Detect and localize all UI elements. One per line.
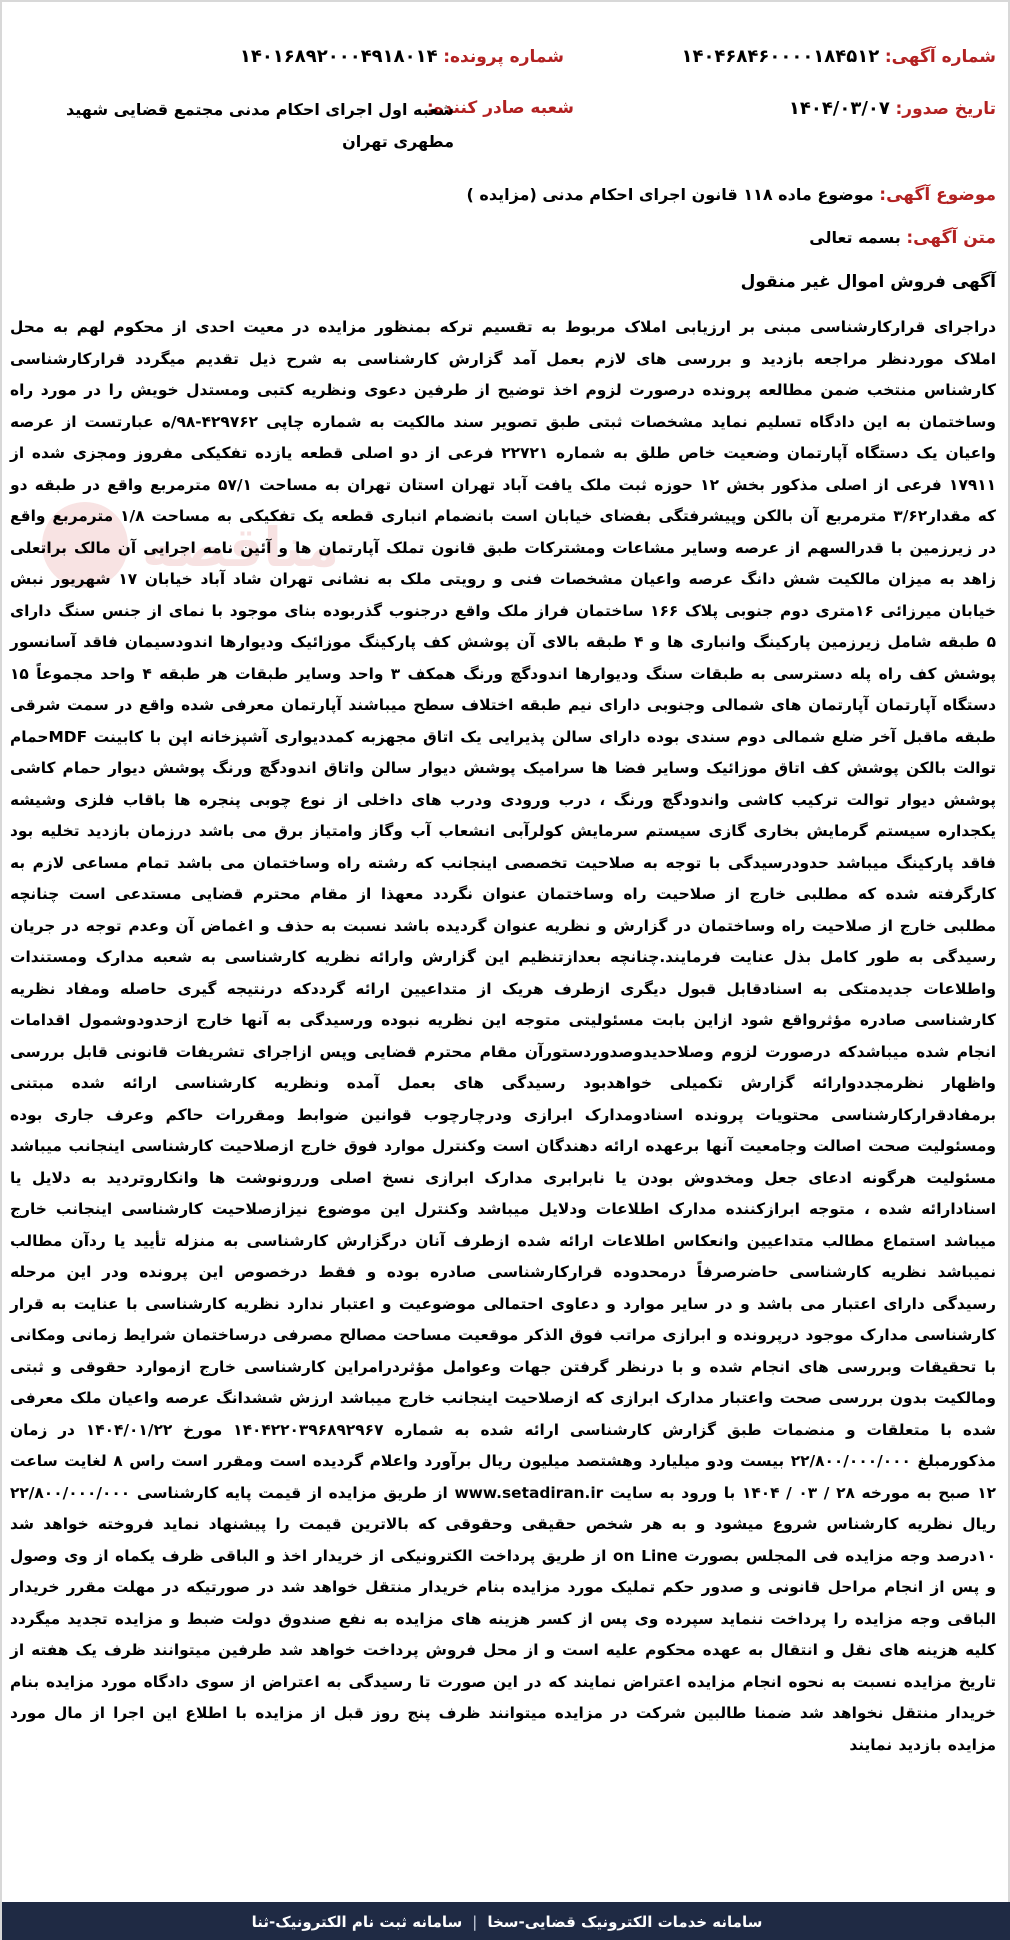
- case-number-label: شماره پرونده:: [443, 47, 564, 67]
- notice-number-label: شماره آگهی:: [884, 47, 996, 67]
- footer-link-sakha[interactable]: سامانه خدمات الکترونیک قضایی-سخا: [487, 1913, 763, 1931]
- notice-text-row: [809, 228, 996, 248]
- issuer-label: شعبه صادر کننده:: [426, 98, 574, 118]
- subject-label: موضوع آگهی:: [879, 185, 996, 205]
- notice-body-title: آگهی فروش اموال غیر منقول: [740, 272, 996, 292]
- case-number-row: [240, 46, 564, 67]
- issuer-value: شعبه اول اجرای احکام مدنی مجتمع قضایی شهید مطهری تهران: [66, 100, 454, 151]
- notice-number-value: ۱۴۰۴۶۸۴۶۰۰۰۰۱۸۴۵۱۲: [681, 46, 880, 67]
- issue-date-row: [789, 98, 996, 119]
- notice-body-text: دراجرای قرارکارشناسی مبنی بر ارزیابی املاک مربوط به تقسیم ترکه بمنظور مزایده در معیت احدی از محکوم لهم به محل املاک مورد‌نظر مراجعه بازدید و بررسی های لازم بعمل آمد گزارش کارشناسی به شرح ذیل تقدیم میگردد قرارکارشناسی کارشناس منتخب ضمن مطالعه پرونده درصورت لزوم اخذ توضیح از طرفین دعوی ونظریه کتبی ومستدل خویش را در مورد راه وساختمان به این دادگاه تسلیم نماید مشخصات ثبتی طبق تصویر سند مالکیت به شماره چاپی ۴۲۹۷۶۲-۹۸/ه عبارتست از عرصه واعیان یک دستگاه آپارتمان وضعیت خاص طلق به شماره ۲۲۷۲۱ فرعی از دو اصلی قطعه یازده تفکیکی مفروز ومجزی شده از ۱۷۹۱۱ فرعی از اصلی مذکور بخش ۱۲ حوزه ثبت ملک یافت آباد تهران استان تهران به مساحت ۵۷/۱ مترمربع واقع در طبقه دو که مقدار۳/۶۲ مترمربع آن بالکن وپیشرفتگی بفضای خیابان است بانضمام انباری قطعه یک تفکیکی به مساحت ۱/۸ مترمربع واقع در زیرزمین با قدرالسهم از عرصه وسایر مشاعات ومشترکات طبق قانون تملک آپارتمان ها و آئین نامه اجرایی آن مالک براتعلی زاهد به میزان مالکیت شش دانگ عرصه واعیان مشخصات فنی و رویتی ملک به نشانی تهران شاد آباد خیابان ۱۷ شهریور نبش خیابان میرزائی ۱۶متری دوم جنوبی پلاک ۱۶۶ ساختمان فراز ملک واقع درجنوب گذربوده بنای موجود با نمای از جنس سنگ دارای ۵ طبقه شامل زیرزمین پارکینگ وانباری ها و ۴ طبقه بالای آن پوشش کف پارکینگ موزائیک ودیوارها اندودسیمان فاقد آسانسور پوشش کف راه پله دسترسی به طبقات سنگ ودیوارها اندودگچ ورنگ همکف ۳ واحد وسایر طبقات هر طبقه ۴ واحد مجموعاً ۱۵ دستگاه آپارتمان آپارتمان های شمالی وجنوبی دارای نیم طبقه اختلاف سطح میباشند آپارتمان معرفی شده واقع در سمت شرقی طبقه ماقبل آخر ضلع شمالی دوم سندی بوده دارای سالن پذیرایی یک اتاق مجهزبه کمددیواری آشپزخانه اپن با کابینت MDFحمام توالت بالکن پوشش کف اتاق موزائیک وسایر فضا ها سرامیک پوشش دیوار سالن واتاق اندودگچ ورنگ پوشش دیوار حمام کاشی پوشش دیوار توالت ترکیب کاشی واندودگچ ورنگ ، درب ورودی ودرب های داخلی از نوع چوبی پنجره ها باقاب فلزی وشیشه یکجداره سیستم گرمایش بخاری گازی سیستم سرمایش کولرآبی انشعاب آب وگاز وامتیاز برق می باشد درزمان بازدید تخلیه بود فاقد پارکینگ میباشد حدودرسیدگی با توجه به صلاحیت تخصصی اینجانب که رشته راه وساختمان می باشد تمام مساعی لازم به کارگرفته شده که مطلبی خارج از صلاحیت راه وساختمان عنوان نگردد معهذا از مقام محترم قضایی مستدعی است چنانچه مطلبی خارج از صلاحیت راه وساختمان در گزارش و نظریه عنوان گردیده باشد نسبت به حذف و اغماض آن وعدم توجه در جریان رسیدگی به طور کامل بذل عنایت فرمایند.چنانچه بعدازتنظیم این گزارش وارائه نظریه کارشناسی به شعبه مدارک ومستندات واطلاعات جدیدمتکی به اسنادقابل قبول دیگری ازطرف هریک از متداعیین ارائه گرددکه درنتیجه گیری حاصله ومفاد نظریه کارشناسی صادره مؤثرواقع شود ازاین بابت مسئولیتی متوجه این نظریه نبوده ورسیدگی به آنها خارج ازحدودوشمول اقدامات انجام شده میباشدکه درصورت لزوم وصلاحدیدوصدوردستورآن مقام محترم قضایی وپس ازاجرای تشریفات قانونی قابل بررسی واظهار نظرمجددوارائه گزارش تکمیلی خواهدبود رسیدگی های بعمل آمده ونظریه کارشناسی ارائه شده مبتنی برمفادقرارکارشناسی محتویات پرونده اسنادومدارک ابرازی ودرچارچوب قوانین ضوابط ومقررات حاکم وعرف جاری بوده ومسئولیت صحت اصالت وجامعیت آنها برعهده ارائه دهندگان است وکنترل موارد فوق خارج ازصلاحیت کارشناسی اینجانب میباشد مسئولیت هرگونه ادعای جعل ومخدوش بودن یا نابرابری مدارک ابرازی نسخ اصلی وررونوشت ها وانکاروتردید به دلایل یا اسنادارائه شده ، متوجه ابرازکننده مدارک اطلاعات ودلایل میباشد وکنترل این موضوع نیزازصلاحیت کارشناسی اینجانب خارج میباشد استماع مطالب متداعیین وانعکاس اطلاعات ارائه شده ازطرف آنان درگزارش کارشناسی به منزله تأیید یا ردآن مطالب نمیباشد نظریه کارشناسی حاضرصرفاً درمحدوده قرارکارشناسی صادره بوده و فقط درخصوص این پرونده ودر این مرحله رسیدگی دارای اعتبار می باشد و در سایر موارد و دعاوی احتمالی موضوعیت و اعتبار ندارد نظریه کارشناسی با عنایت به قرار کارشناسی مدارک موجود درپرونده و ابرازی مراتب فوق الذکر موقعیت مساحت مصالح مصرفی درساختمان شرایط زمانی ومکانی با تحقیقات وبررسی های انجام شده و با درنظر گرفتن جهات وعوامل مؤثردرامراین کارشناسی خارج ازموارد حقوقی و ثبتی ومالکیت بدون بررسی صحت واعتبار مدارک ابرازی که ازصلاحیت اینجانب خارج میباشد ارزش ششدانگ عرصه واعیان ملک معرفی شده با متعلقات و منضمات طبق گزارش کارشناسی ارائه شده به شماره ۱۴۰۴۲۲۰۳۹۶۸۹۲۹۶۷ مورخ ۱۴۰۴/۰۱/۲۲ در زمان مذکورمبلغ ۲۲/۸۰۰/۰۰۰/۰۰۰ بیست ودو میلیارد وهشتصد میلیون ریال برآورد واعلام گردیده است ومقرر است راس ۸ لغایت ساعت ۱۲ صبح به مورخه ۲۸ / ۰۳ / ۱۴۰۴ با ورود به سایت www.setadiran.ir از طریق مزایده از قیمت پایه کارشناسی ۲۲/۸۰۰/۰۰۰/۰۰۰ ریال نظریه کارشناس شروع میشود و به هر شخص حقیقی وحقوقی که بالاترین قیمت را پیشنهاد نماید فروخته خواهد شد ۱۰درصد وجه مزایده فی المجلس بصورت on Line از طریق پرداخت الکترونیکی از خریدار اخذ و الباقی ظرف یکماه از وی وصول و پس از انجام مراحل قانونی و صدور حکم تملیک مورد مزایده بنام خریدار منتقل خواهد شد در صورتیکه در مهلت مقرر خریدار الباقی وجه مزایده را پرداخت ننماید سپرده وی پس از کسر هزینه های مزایده به نفع صندوق دولت ضبط و مزایده تجدید میگردد کلیه هزینه های نقل و انتقال به عهده محکوم علیه است و از محل فروش پرداخت خواهد شد طرفین میتوانند ظرف یک هفته از تاریخ مزایده نسبت به نحوه انجام مزایده اعتراض نمایند که در این صورت تا رسیدگی به اعتراض از سوی دادگاه مورد مزایده بنام خریدار منتقل نخواهد شد ضمنا طالبین شرکت در مزایده میتوانند ظرف پنج روز قبل از مزایده با اطلاع این اجرا از مال مورد مزایده بازدید نمایند: [10, 318, 997, 1754]
- subject-value: موضوع ماده ۱۱۸ قانون اجرای احکام مدنی (مزایده ): [466, 185, 874, 204]
- issue-date-label: تاریخ صدور:: [895, 99, 996, 119]
- issue-date-value: ۱۴۰۴/۰۳/۰۷: [788, 98, 890, 119]
- watermark-logo: مناقصه: [42, 502, 462, 592]
- footer-separator: |: [472, 1913, 478, 1931]
- notice-text-value: بسمه تعالی: [809, 228, 901, 247]
- notice-text-label: متن آگهی:: [906, 228, 996, 248]
- subject-row: [467, 185, 996, 205]
- footer-bar: [2, 1902, 1010, 1940]
- footer-link-sana[interactable]: سامانه ثبت نام الکترونیک-ثنا: [251, 1913, 463, 1931]
- notice-number-row: [681, 46, 996, 67]
- case-number-value: ۱۴۰۱۶۸۹۲۰۰۰۴۹۱۸۰۱۴: [239, 46, 438, 67]
